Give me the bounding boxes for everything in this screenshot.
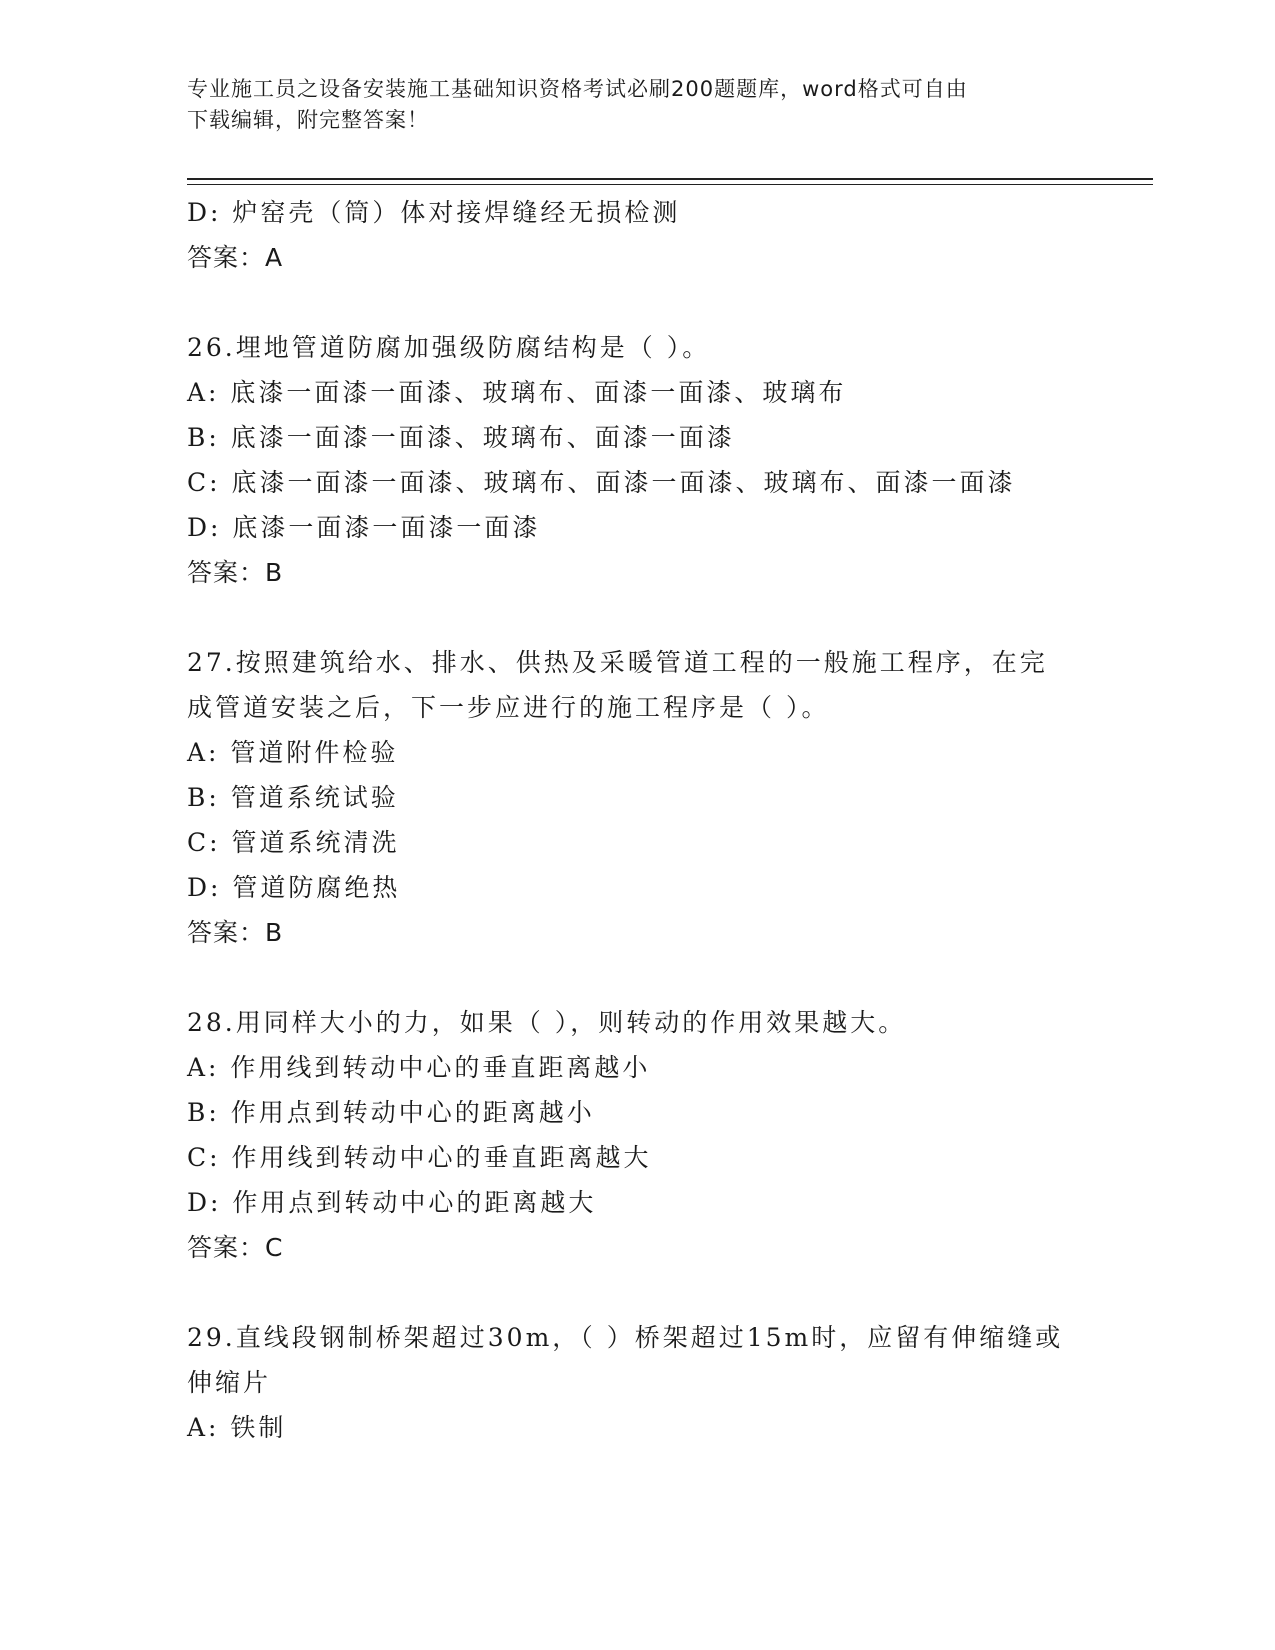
- question-26: [187, 325, 1087, 595]
- document-header: [187, 74, 1087, 136]
- question-29: [187, 1315, 1087, 1450]
- question-title-line-1: 29.直线段钢制桥架超过30m，（ ）桥架超过15m时，应留有伸缩缝或: [187, 1323, 1064, 1352]
- question-title: 28.用同样大小的力，如果（ ），则转动的作用效果越大。: [187, 1008, 907, 1037]
- answer-line: 答案：A: [187, 243, 284, 272]
- question-carryover: [187, 190, 1087, 280]
- header-divider-thick: [187, 178, 1153, 180]
- answer-line: 答案：B: [187, 918, 284, 947]
- question-list: [187, 190, 1087, 1450]
- option-d: D: 管道防腐绝热: [187, 873, 401, 902]
- option-c: C: 管道系统清洗: [187, 828, 400, 857]
- option-a: A: 作用线到转动中心的垂直距离越小: [187, 1053, 651, 1082]
- header-divider-thin: [187, 184, 1153, 185]
- question-27: [187, 640, 1087, 955]
- option-a: A: 管道附件检验: [187, 738, 399, 767]
- question-28: [187, 1000, 1087, 1270]
- option-b: B: 底漆一面漆一面漆、玻璃布、面漆一面漆: [187, 423, 735, 452]
- question-title: 26.埋地管道防腐加强级防腐结构是（ ）。: [187, 333, 711, 362]
- spacer: [187, 280, 1087, 325]
- header-line-1: 专业施工员之设备安装施工基础知识资格考试必刷200题题库，word格式可自由: [187, 77, 968, 101]
- spacer: [187, 955, 1087, 1000]
- spacer: [187, 1270, 1087, 1315]
- option-a: A: 铁制: [187, 1413, 287, 1442]
- question-title-line-2: 成管道安装之后，下一步应进行的施工程序是（ ）。: [187, 693, 830, 722]
- answer-line: 答案：B: [187, 558, 284, 587]
- option-b: B: 作用点到转动中心的距离越小: [187, 1098, 595, 1127]
- option-a: A: 底漆一面漆一面漆、玻璃布、面漆一面漆、玻璃布: [187, 378, 847, 407]
- option-b: B: 管道系统试验: [187, 783, 399, 812]
- header-line-2: 下载编辑，附完整答案！: [187, 108, 429, 132]
- spacer: [187, 595, 1087, 640]
- option-d: D: 炉窑壳（筒）体对接焊缝经无损检测: [187, 198, 681, 227]
- answer-line: 答案：C: [187, 1233, 284, 1262]
- option-c: C: 作用线到转动中心的垂直距离越大: [187, 1143, 652, 1172]
- option-d: D: 作用点到转动中心的距离越大: [187, 1188, 597, 1217]
- option-d: D: 底漆一面漆一面漆一面漆: [187, 513, 541, 542]
- option-c: C: 底漆一面漆一面漆、玻璃布、面漆一面漆、玻璃布、面漆一面漆: [187, 468, 1016, 497]
- question-title-line-2: 伸缩片: [187, 1368, 272, 1397]
- question-title-line-1: 27.按照建筑给水、排水、供热及采暖管道工程的一般施工程序，在完: [187, 648, 1048, 677]
